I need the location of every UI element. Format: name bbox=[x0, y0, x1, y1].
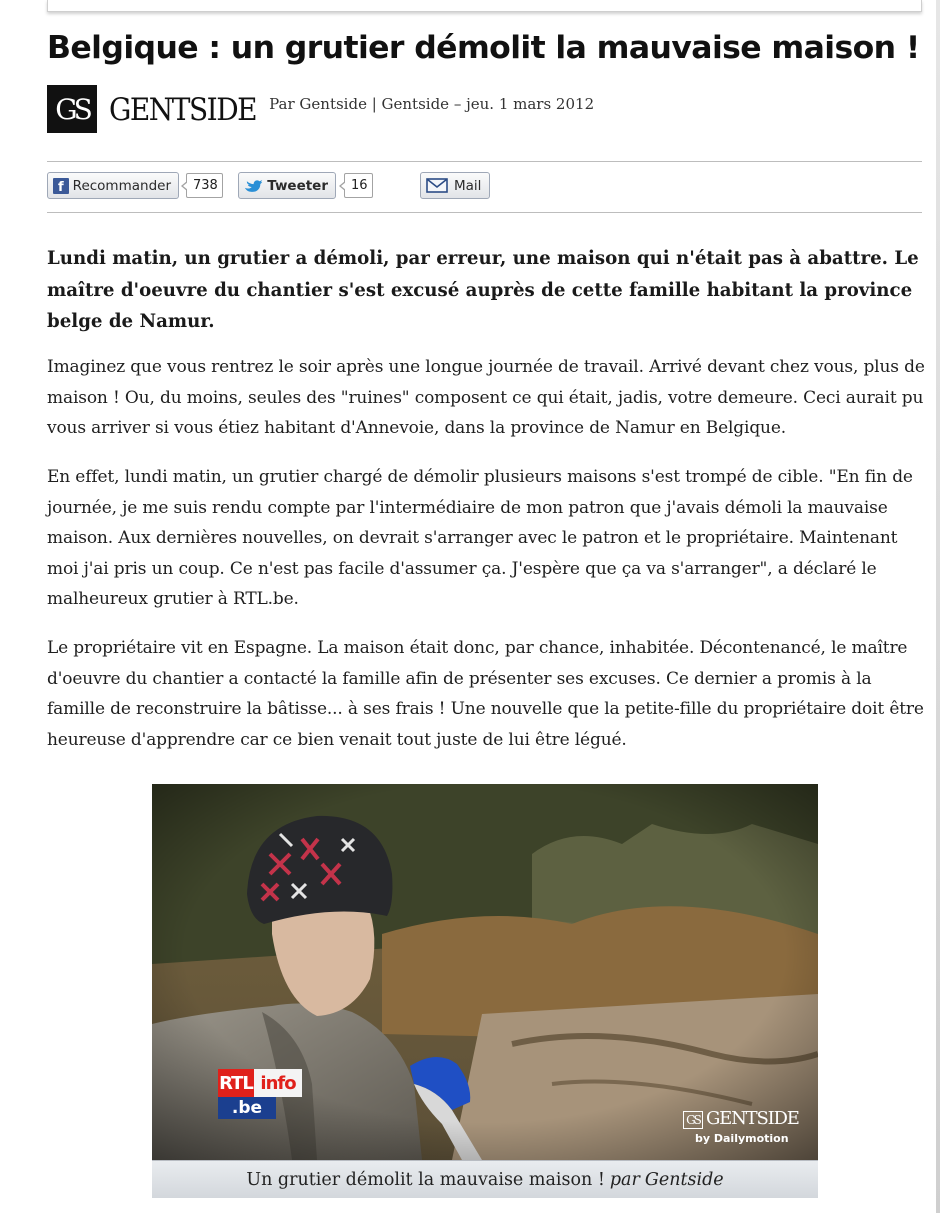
video-caption-title[interactable]: Un grutier démolit la mauvaise maison ! bbox=[246, 1169, 605, 1190]
article-paragraph-2: En effet, lundi matin, un grutier chargé de démolir plusieurs maisons s'est trompé de cible. "En fin de journée, je me suis rendu compte par l'intermédiaire de mon patron que j'avais démoli la mauvaise maison. Aux dernières nouvelles, on devrait s'arranger avec le patron et le propriétaire. Maintenant moi j'ai pris un coup. Ce n'est pas facile d'assumer ça. J'espère que ça va s'arranger", a déclaré le malheureux grutier à RTL.be. bbox=[47, 467, 913, 609]
tweet-count: 16 bbox=[344, 173, 373, 198]
video-caption bbox=[152, 1160, 818, 1198]
rtl-logo-text: RTL bbox=[218, 1069, 254, 1097]
facebook-count: 738 bbox=[186, 173, 223, 198]
facebook-recommend-label: Recommander bbox=[72, 177, 171, 194]
watermark-gs-logo: GS bbox=[683, 1111, 703, 1129]
divider-top bbox=[47, 161, 922, 162]
facebook-recommend-button[interactable] bbox=[47, 172, 179, 199]
top-content-frame bbox=[47, 0, 922, 12]
mail-button[interactable] bbox=[420, 172, 490, 199]
gentside-logo[interactable]: GS bbox=[47, 85, 97, 133]
article-paragraph-3: Le propriétaire vit en Espagne. La maison était donc, par chance, inhabitée. Décontenancé, le maître d'oeuvre du chantier a contacté la famille afin de présenter ses excuses. Ce dernier a promis à la famille de reconstruire la bâtisse... à ses frais ! Une nouvelle que la petite-fille du propriétaire doit être heureuse d'apprendre car ce bien venait tout juste de lui être légué. bbox=[47, 638, 924, 750]
watermark-brand: GENTSIDE bbox=[706, 1108, 799, 1129]
rtl-info-text: info bbox=[254, 1069, 302, 1097]
mail-label: Mail bbox=[454, 177, 482, 194]
twitter-bird-icon bbox=[244, 179, 263, 193]
article-paragraph-1: Imaginez que vous rentrez le soir après une longue journée de travail. Arrivé devant chez vous, plus de maison ! Ou, du moins, seules des "ruines" composent ce qui était, jadis, votre demeure. Ceci aurait pu vous arriver si vous étiez habitant d'Annevoie, dans la province de Namur en Belgique. bbox=[47, 357, 925, 438]
article-byline: Par Gentside | Gentside – jeu. 1 mars 2012 bbox=[269, 95, 595, 113]
byline-row bbox=[47, 85, 594, 133]
rtl-info-logo bbox=[218, 1069, 302, 1121]
mail-envelope-icon bbox=[426, 178, 448, 193]
article-title: Belgique : un grutier démolit la mauvaise maison ! bbox=[47, 30, 920, 66]
gentside-dailymotion-watermark bbox=[683, 1108, 803, 1152]
window-right-edge bbox=[936, 0, 940, 1213]
tweet-label: Tweeter bbox=[267, 177, 328, 194]
tweet-button[interactable] bbox=[238, 172, 336, 199]
divider-bottom bbox=[47, 212, 922, 213]
facebook-icon: f bbox=[53, 178, 69, 194]
video-caption-par: par bbox=[609, 1169, 640, 1190]
watermark-by-dailymotion: by Dailymotion bbox=[695, 1132, 789, 1145]
rtl-be-text: .be bbox=[218, 1097, 276, 1119]
gentside-brand-name[interactable]: GENTSIDE bbox=[109, 90, 257, 128]
video-caption-author[interactable]: Gentside bbox=[644, 1169, 724, 1190]
article-lead: Lundi matin, un grutier a démoli, par erreur, une maison qui n'était pas à abattre. Le maître d'oeuvre du chantier s'est excusé auprès de cette famille habitant la province belge de Namur. bbox=[47, 248, 919, 332]
